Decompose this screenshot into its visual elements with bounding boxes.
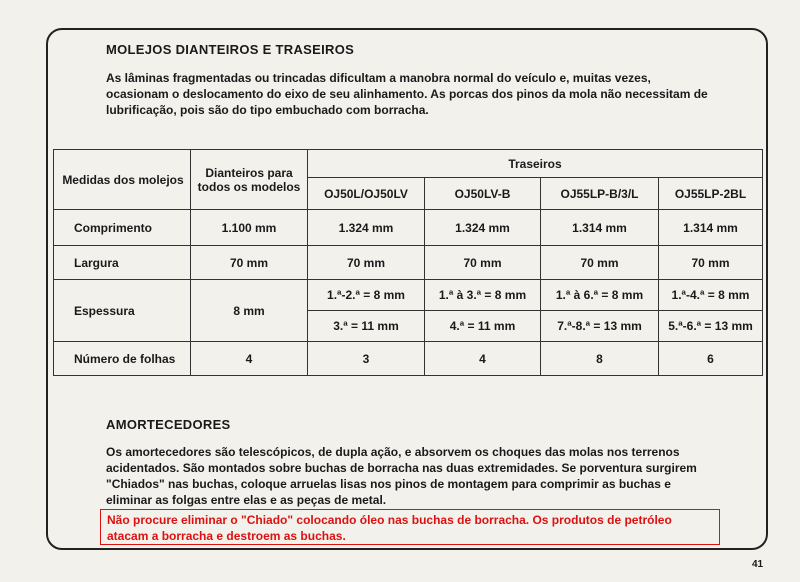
spring-spec-table [53, 149, 763, 376]
row-label: Largura [54, 246, 191, 280]
model-header: OJ50LV-B [425, 178, 541, 210]
table-cell: 70 mm [541, 246, 659, 280]
cell-front: 70 mm [191, 246, 308, 280]
warning-box: Não procure eliminar o "Chiado" colocando óleo nas buchas de borracha. Os produtos de petróleo atacam a borracha e destroem as buchas. [100, 509, 720, 545]
table-cell: 1.ª à 6.ª = 8 mm [541, 280, 659, 311]
table-row [54, 280, 763, 311]
table-cell: 1.ª-2.ª = 8 mm [308, 280, 425, 311]
cell-front: 8 mm [191, 280, 308, 342]
amortecedores-paragraph: Os amortecedores são telescópicos, de dupla ação, e absorvem os choques das molas nos terrenos acidentados. São montados sobre buchas de borracha nas duas extremidades. Se porventura surgirem "Chiados" nas buchas, coloque arruelas lisas nos pinos de montagem para comprimir as buchas e eliminar as folgas entre elas e as peças de metal. [106, 445, 697, 507]
row-label: Número de folhas [54, 342, 191, 376]
table-cell: 4.ª = 11 mm [425, 311, 541, 342]
table-cell: 1.314 mm [541, 210, 659, 246]
table-row [54, 246, 763, 280]
section-title-molejos: MOLEJOS DIANTEIROS E TRASEIROS [106, 42, 355, 57]
table-cell: 1.314 mm [659, 210, 763, 246]
table-cell: 4 [425, 342, 541, 376]
section-title-amortecedores: AMORTECEDORES [106, 417, 231, 432]
table-cell: 70 mm [425, 246, 541, 280]
table-cell: 1.324 mm [425, 210, 541, 246]
corner-header: Medidas dos molejos [54, 150, 191, 210]
model-header: OJ55LP-2BL [659, 178, 763, 210]
page-number: 41 [752, 559, 764, 570]
front-header: Dianteiros para todos os modelos [191, 150, 308, 210]
table-cell: 1.ª à 3.ª = 8 mm [425, 280, 541, 311]
table-cell: 3.ª = 11 mm [308, 311, 425, 342]
table-cell: 70 mm [659, 246, 763, 280]
cell-front: 1.100 mm [191, 210, 308, 246]
table-cell: 8 [541, 342, 659, 376]
table-cell: 70 mm [308, 246, 425, 280]
model-header: OJ50L/OJ50LV [308, 178, 425, 210]
rear-header: Traseiros [308, 150, 763, 178]
table-cell: 5.ª-6.ª = 13 mm [659, 311, 763, 342]
model-header: OJ55LP-B/3/L [541, 178, 659, 210]
table-cell: 1.324 mm [308, 210, 425, 246]
molejos-paragraph: As lâminas fragmentadas ou trincadas dificultam a manobra normal do veículo e, muitas vezes, ocasionam o deslocamento do eixo de seu alinhamento. As porcas dos pinos da mola não necessitam de lubrificação, pois são do tipo embuchado com borracha. [106, 71, 708, 117]
table-row [54, 210, 763, 246]
table-row [54, 342, 763, 376]
table-cell: 7.ª-8.ª = 13 mm [541, 311, 659, 342]
row-label: Comprimento [54, 210, 191, 246]
cell-front: 4 [191, 342, 308, 376]
row-label: Espessura [54, 280, 191, 342]
table-cell: 1.ª-4.ª = 8 mm [659, 280, 763, 311]
table-cell: 3 [308, 342, 425, 376]
table-cell: 6 [659, 342, 763, 376]
